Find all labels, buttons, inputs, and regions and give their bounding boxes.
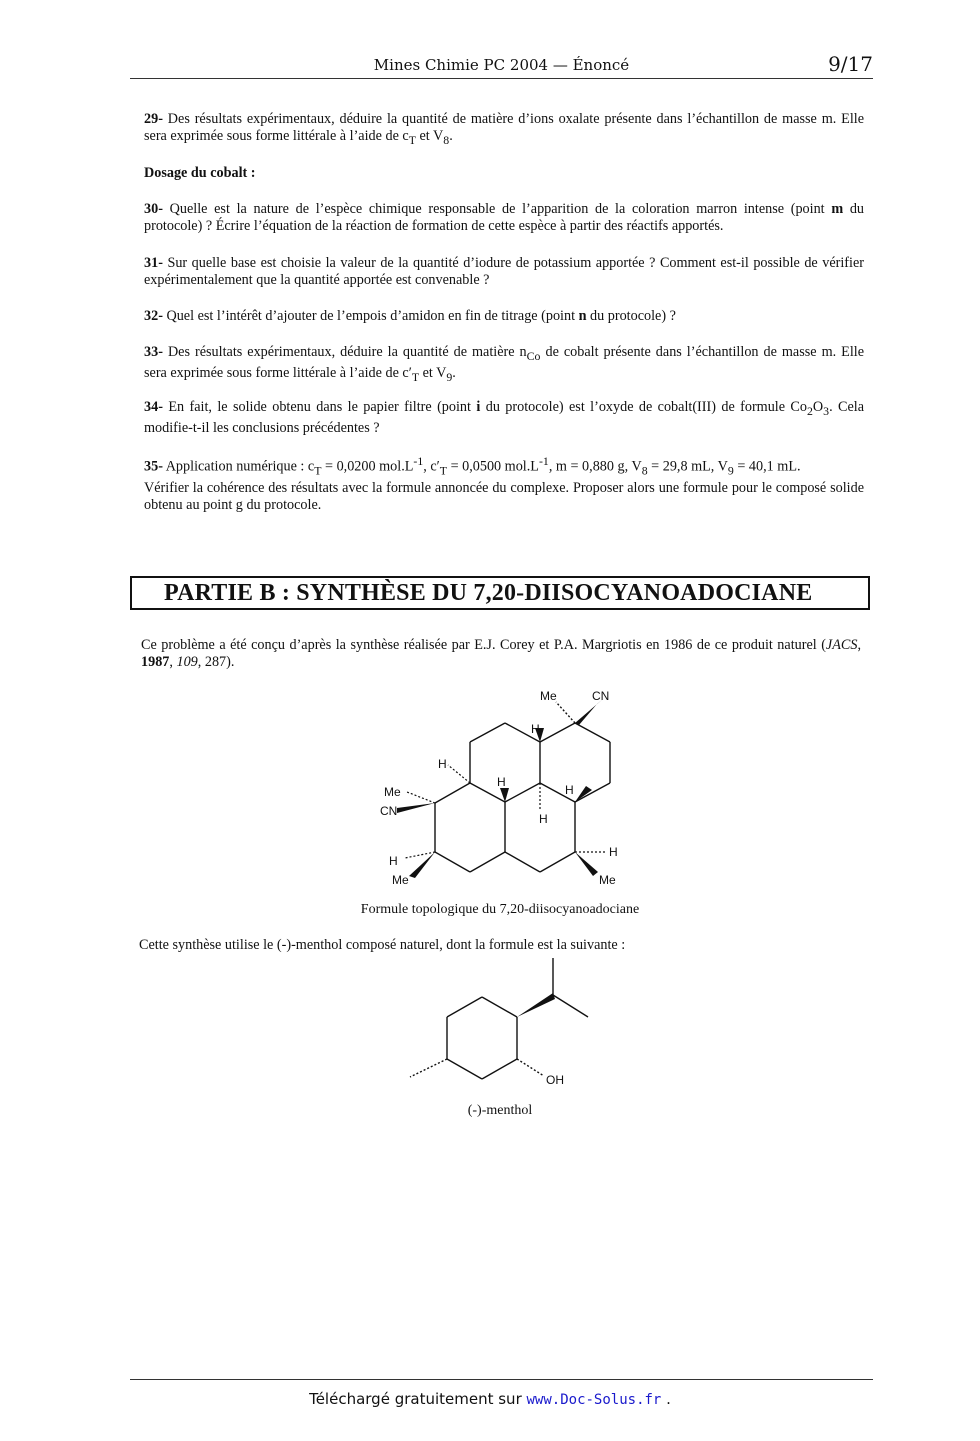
question-number: 32- bbox=[144, 308, 163, 324]
subscript: T bbox=[314, 463, 322, 478]
subscript: 2 bbox=[807, 403, 813, 418]
subscript: 9 bbox=[727, 463, 734, 478]
page-footer bbox=[0, 1390, 980, 1408]
point-ref: n bbox=[578, 308, 587, 324]
intro-text: Ce problème a été conçu d’après la synthèse réalisée par E.J. Corey et P.A. Margriotis en 1986 de ce produit naturel ( bbox=[141, 637, 826, 653]
subscript: 8 bbox=[641, 463, 648, 478]
question-text: et V bbox=[419, 364, 447, 381]
question-text: Application numérique : c bbox=[165, 458, 315, 475]
superscript: -1 bbox=[538, 454, 549, 468]
question-text: Des résultats expérimentaux, déduire la quantité de matière d’ions oxalate présente dans l’échantillon de masse m. Elle sera exprimée sous forme littérale à l’aide de c bbox=[144, 111, 864, 144]
page-header bbox=[130, 52, 873, 79]
footer-link[interactable]: www.Doc-Solus.fr bbox=[526, 1392, 662, 1408]
question-number: 35- bbox=[144, 458, 163, 475]
subscript: T bbox=[408, 132, 416, 147]
question-text: Quelle est la nature de l’espèce chimique responsable de l’apparition de la coloration marron intense (point bbox=[169, 201, 832, 217]
question-30 bbox=[144, 201, 864, 235]
label-h-bottom-right: H bbox=[609, 845, 618, 859]
label-h-center-down: H bbox=[539, 812, 548, 826]
footer-text-end: . bbox=[661, 1390, 671, 1408]
intro-text: , bbox=[169, 654, 177, 670]
superscript: -1 bbox=[413, 454, 424, 468]
question-number: 33- bbox=[144, 344, 163, 360]
label-me-bottom-left: Me bbox=[392, 873, 409, 887]
menthol-intro: Cette synthèse utilise le (-)-menthol composé naturel, dont la formule est la suivante : bbox=[139, 937, 626, 953]
question-text: Quel est l’intérêt d’ajouter de l’empois d’amidon en fin de titrage (point bbox=[166, 308, 579, 324]
part-b-intro bbox=[141, 637, 861, 671]
question-text: . bbox=[452, 364, 456, 381]
question-number: 31- bbox=[144, 255, 163, 271]
journal-name: JACS bbox=[825, 637, 858, 653]
question-33 bbox=[144, 344, 864, 386]
page-number: 9/17 bbox=[828, 52, 873, 76]
question-text: . Cela modifie-t-il les conclusions précédentes ? bbox=[144, 399, 865, 436]
label-me-left: Me bbox=[384, 785, 401, 799]
question-text: . bbox=[449, 128, 453, 144]
label-h-bottom-left: H bbox=[389, 854, 398, 868]
molecule1-caption: Formule topologique du 7,20-diisocyanoadociane bbox=[360, 902, 640, 917]
question-31 bbox=[144, 255, 864, 289]
intro-text: , 287). bbox=[197, 654, 235, 670]
point-ref: i bbox=[476, 399, 481, 415]
footer-divider bbox=[130, 1379, 873, 1380]
question-number: 34- bbox=[144, 399, 163, 415]
subscript: 9 bbox=[446, 369, 453, 384]
question-text: O bbox=[812, 399, 824, 415]
question-text: , c′ bbox=[423, 458, 440, 475]
question-number: 30- bbox=[144, 201, 163, 217]
label-h-left: H bbox=[438, 757, 447, 771]
label-h-right: H bbox=[565, 783, 574, 797]
question-text: de cobalt présente dans l’échantillon de masse m. Elle sera exprimée sous forme littérale à l’aide de c′ bbox=[144, 344, 865, 381]
subscript: T bbox=[411, 369, 420, 384]
journal-year: 1987 bbox=[141, 654, 170, 670]
footer-text: Téléchargé gratuitement sur bbox=[309, 1390, 527, 1408]
label-h-top: H bbox=[531, 722, 540, 736]
label-me-top: Me bbox=[540, 689, 557, 703]
question-text: = 0,0500 mol.L bbox=[447, 458, 539, 475]
question-text: du protocole) ? bbox=[586, 308, 676, 324]
question-text: = 0,0200 mol.L bbox=[321, 458, 414, 475]
question-34 bbox=[144, 399, 864, 437]
subscript: Co bbox=[526, 348, 541, 363]
question-text: du protocole) est l’oxyde de cobalt(III) de formule Co bbox=[480, 399, 807, 415]
question-text: , m = 0,880 g, V bbox=[548, 458, 642, 475]
menthol-structure bbox=[400, 955, 590, 1090]
label-me-bottom-right: Me bbox=[599, 873, 616, 887]
journal-volume: 109 bbox=[176, 654, 198, 670]
subscript: 3 bbox=[823, 403, 830, 418]
question-text: du protocole) ? Écrire l’équation de la réaction de formation de cette espèce à partir des réactifs apportés. bbox=[144, 201, 865, 234]
question-32 bbox=[144, 308, 864, 325]
question-29 bbox=[144, 111, 864, 149]
label-cn-top: CN bbox=[592, 689, 610, 703]
menthol-caption: (-)-menthol bbox=[467, 1103, 533, 1118]
question-text: = 40,1 mL. bbox=[733, 458, 801, 475]
label-oh: OH bbox=[546, 1073, 564, 1087]
intro-text: , bbox=[857, 637, 861, 653]
subscript: 8 bbox=[443, 132, 450, 147]
question-text: Des résultats expérimentaux, déduire la quantité de matière n bbox=[167, 344, 527, 360]
question-number: 29- bbox=[144, 111, 163, 127]
question-text: et V bbox=[415, 128, 444, 144]
question-text: Sur quelle base est choisie la valeur de la quantité d’iodure de potassium apportée ? Comment est-il possible de vérifier expérimentalement que la quantité apportée est convenable ? bbox=[144, 255, 864, 288]
question-text: = 29,8 mL, V bbox=[647, 458, 728, 475]
label-cn-left: CN bbox=[380, 804, 398, 818]
part-b-banner: PARTIE B : SYNTHÈSE DU 7,20-DIISOCYANOADOCIANE bbox=[130, 576, 870, 610]
label-h-center: H bbox=[497, 775, 506, 789]
header-title: Mines Chimie PC 2004 — Énoncé bbox=[373, 56, 630, 74]
point-ref: m bbox=[831, 201, 844, 217]
question-text: En fait, le solide obtenu dans le papier filtre (point bbox=[168, 399, 477, 415]
section-heading-cobalt: Dosage du cobalt : bbox=[144, 165, 256, 181]
question-text: Vérifier la cohérence des résultats avec la formule annoncée du complexe. Proposer alors une formule pour le composé solide obtenu au point g du protocole. bbox=[144, 479, 864, 513]
question-35 bbox=[144, 453, 864, 514]
diisocyanoadociane-structure bbox=[360, 680, 650, 895]
subscript: T bbox=[439, 463, 448, 478]
